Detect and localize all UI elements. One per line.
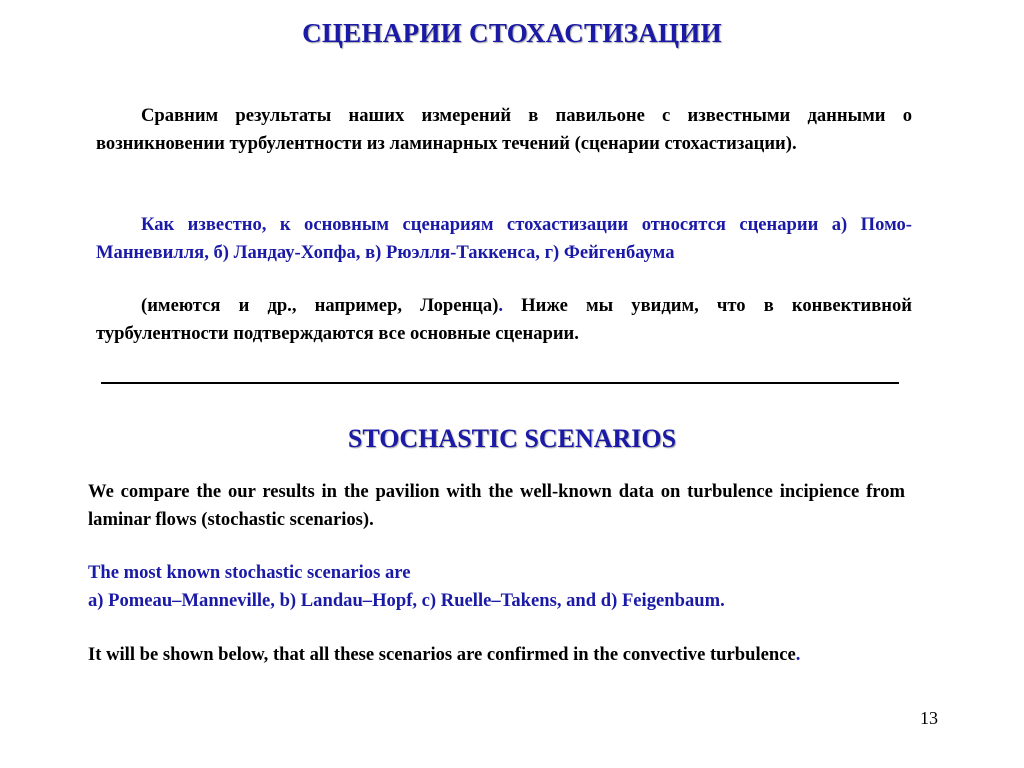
en-scenarios-line-2: a) Pomeau–Manneville, b) Landau–Hopf, c) Ruelle–Takens, and d) Feigenbaum. [88,590,725,611]
page-number: 13 [920,708,938,728]
en-paragraph-convective-text: It will be shown below, that all these scenarios are confirmed in the convective turbulence [88,644,796,665]
ru-paragraph-convective [96,292,912,348]
ru-paragraph-compare: Сравним результаты наших измерений в павильоне с известными данными о возникновении турбулентности из ламинарных течений (сценарии стохастизации). [96,105,912,154]
title-english: STOCHASTIC SCENARIOS [347,424,677,453]
ru-paragraph-convective-part1: (имеются и др., например, Лоренца) [141,295,499,316]
en-paragraph-scenarios [88,559,905,615]
section-divider [101,382,899,384]
ru-paragraph-convective-period: . [498,295,504,316]
ru-paragraph-scenarios: Как известно, к основным сценариям стохастизации относятся сценарии а) Помо-Манневилля, б) Ландау-Хопфа, в) Рюэлля-Таккенса, г) Фейгенбаума [96,214,912,263]
en-paragraph-convective [88,641,905,669]
en-paragraph-convective-period: . [795,644,801,665]
title-russian: СЦЕНАРИИ СТОХАСТИЗАЦИИ [302,18,722,48]
ru-paragraph-convective-part2: Ниже мы увидим, что в конвективной турбулентности подтверждаются все основные сценарии. [96,295,912,344]
en-scenarios-line-1: The most known stochastic scenarios are [88,562,411,583]
en-paragraph-compare: We compare the our results in the pavilion with the well-known data on turbulence incipience from laminar flows (stochastic scenarios). [88,481,905,530]
